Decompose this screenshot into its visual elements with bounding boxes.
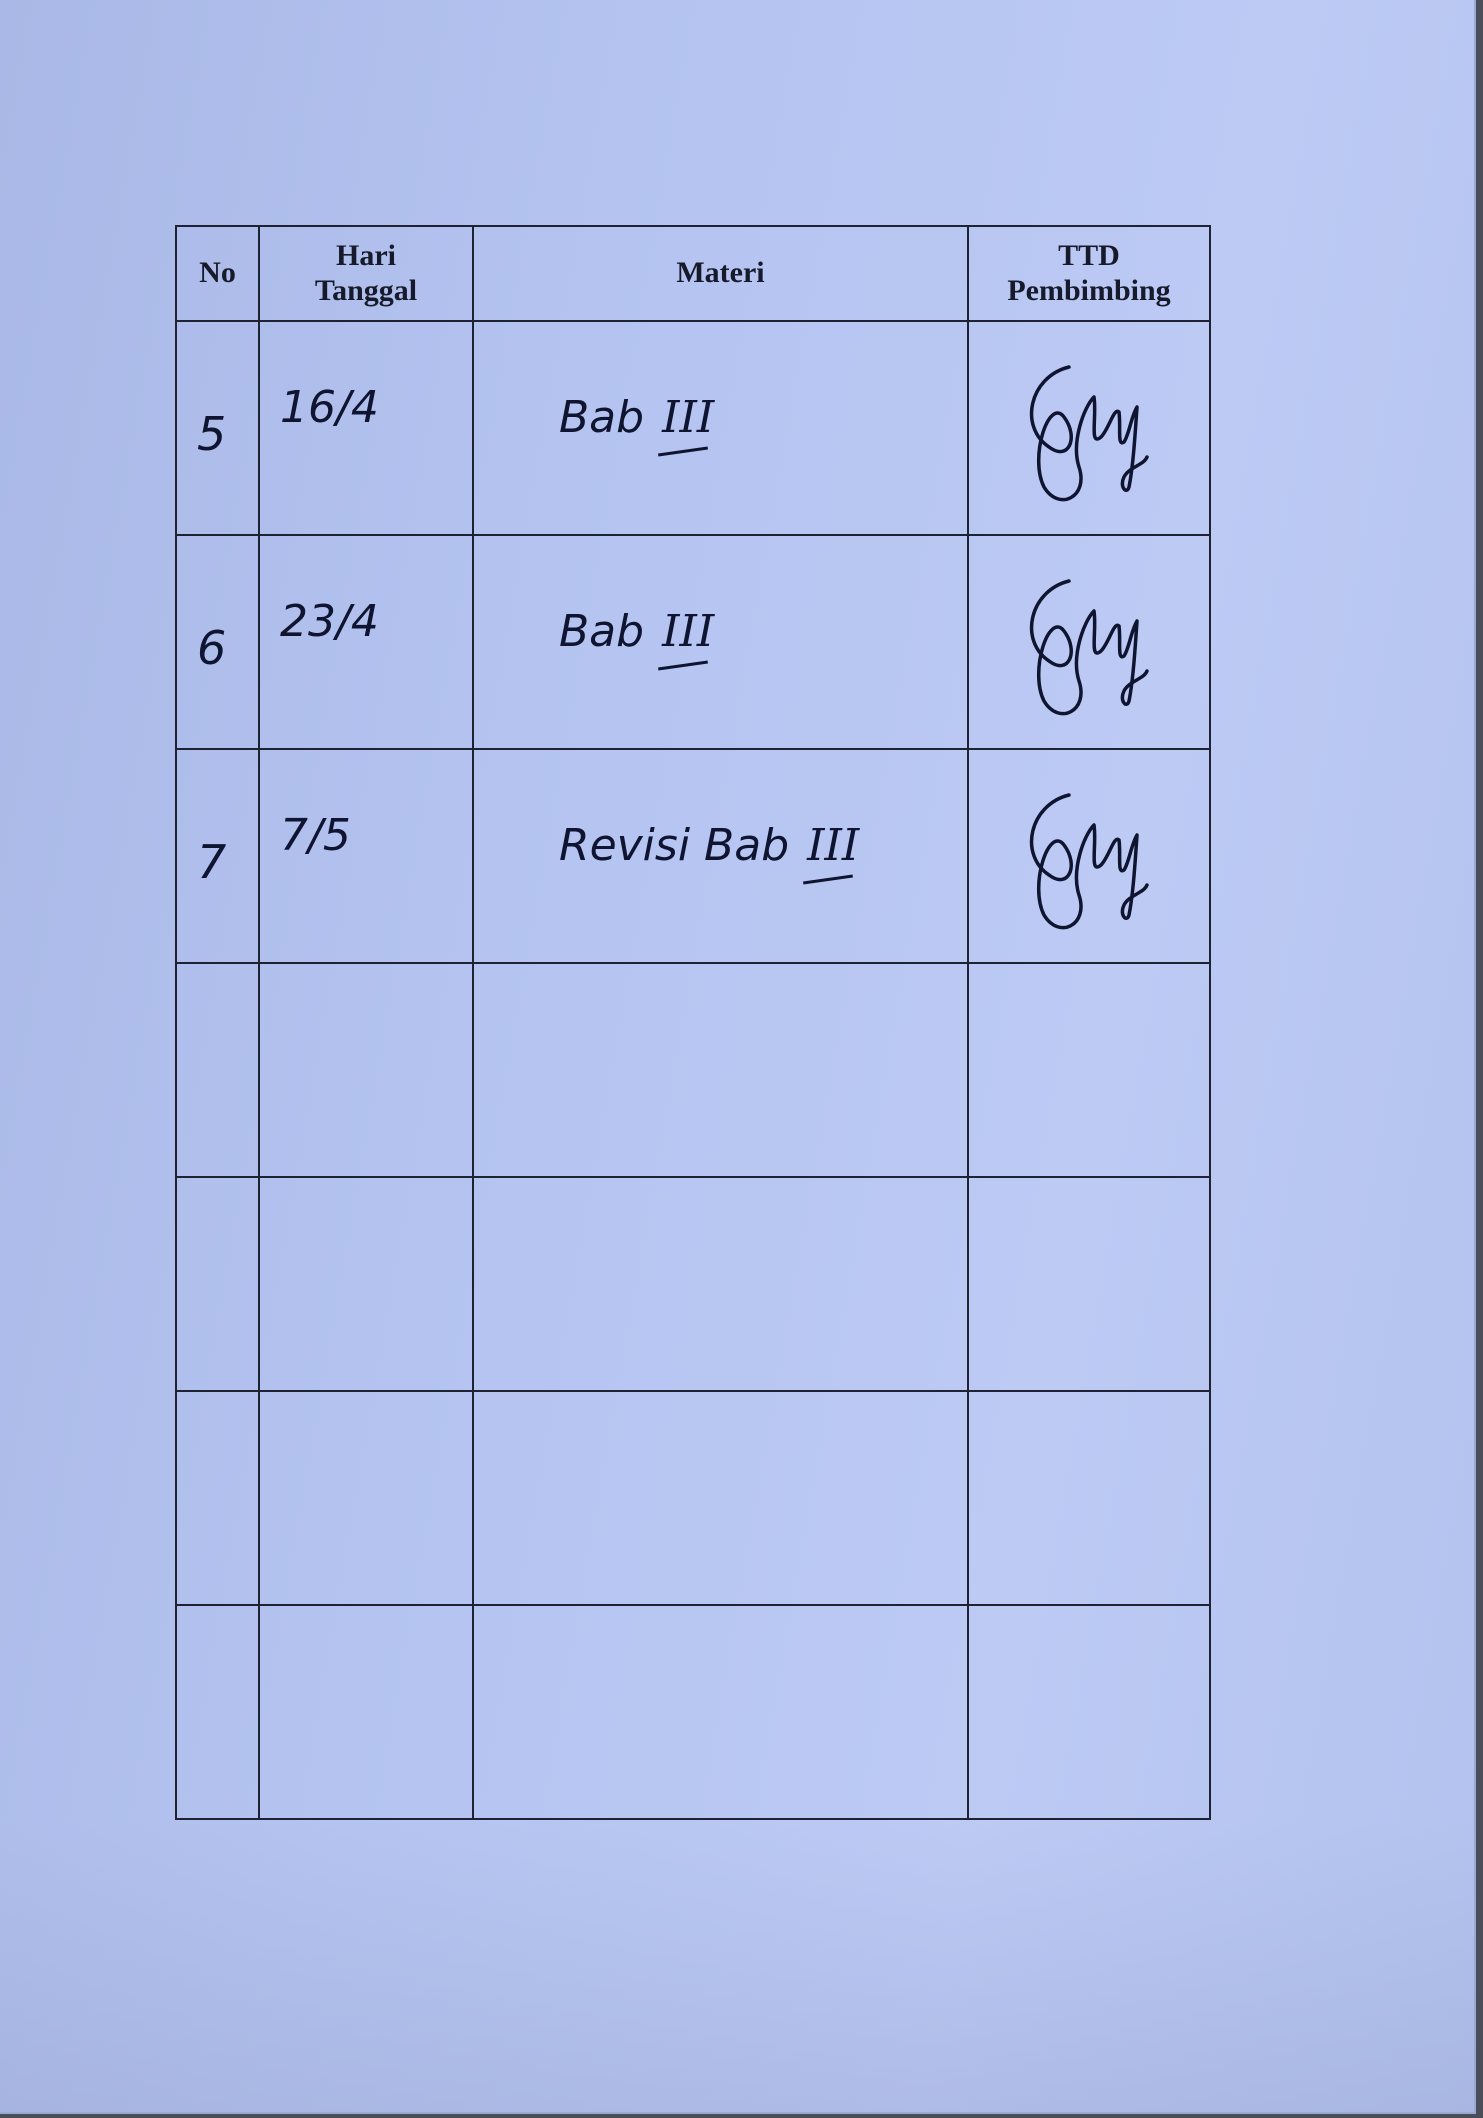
materi-text: Bab: [559, 392, 645, 443]
signature-icon: [1009, 337, 1159, 517]
header-no: No: [176, 226, 259, 321]
cell-hari-tanggal: [259, 1177, 473, 1391]
table-row: [176, 1177, 1210, 1391]
materi-text: Revisi Bab: [559, 820, 790, 871]
entry-materi: [559, 820, 859, 871]
entry-number: 7: [197, 835, 227, 889]
cell-materi: [473, 535, 968, 749]
cell-ttd-pembimbing: [968, 749, 1210, 963]
table-row: [176, 1391, 1210, 1605]
cell-no: [176, 1391, 259, 1605]
signature-icon: [1009, 551, 1159, 731]
cell-materi: [473, 963, 968, 1177]
cell-ttd-pembimbing: [968, 1391, 1210, 1605]
cell-hari-tanggal: [259, 1391, 473, 1605]
table-row: [176, 535, 1210, 749]
cell-hari-tanggal: [259, 749, 473, 963]
entry-number: 5: [197, 407, 227, 461]
cell-no: [176, 749, 259, 963]
cell-materi: [473, 321, 968, 535]
cell-ttd-pembimbing: [968, 1177, 1210, 1391]
table-row: [176, 1605, 1210, 1819]
cell-no: [176, 1177, 259, 1391]
entry-materi: [559, 606, 714, 657]
cell-materi: [473, 1605, 968, 1819]
table-header-row: [176, 226, 1210, 321]
cell-materi: [473, 749, 968, 963]
cell-hari-tanggal: [259, 535, 473, 749]
materi-text: Bab: [559, 606, 645, 657]
signature-icon: [1009, 765, 1159, 945]
cell-no: [176, 963, 259, 1177]
cell-no: [176, 1605, 259, 1819]
table-row: [176, 321, 1210, 535]
cell-ttd-pembimbing: [968, 1605, 1210, 1819]
entry-date: 7/5: [280, 810, 351, 861]
materi-chapter-numeral: III: [807, 820, 860, 871]
cell-ttd-pembimbing: [968, 535, 1210, 749]
entry-date: 23/4: [280, 596, 379, 647]
cell-hari-tanggal: [259, 1605, 473, 1819]
paper-shadow: [0, 1820, 1474, 2112]
entry-materi: [559, 392, 714, 443]
table-row: [176, 963, 1210, 1177]
cell-hari-tanggal: [259, 963, 473, 1177]
header-hari-tanggal: Hari Tanggal: [259, 226, 473, 321]
consultation-log-table: [175, 225, 1211, 1820]
entry-number: 6: [197, 621, 227, 675]
materi-chapter-numeral: III: [662, 606, 715, 657]
materi-chapter-numeral: III: [662, 392, 715, 443]
cell-materi: [473, 1177, 968, 1391]
header-materi: Materi: [473, 226, 968, 321]
cell-ttd-pembimbing: [968, 963, 1210, 1177]
cell-materi: [473, 1391, 968, 1605]
cell-no: [176, 535, 259, 749]
header-ttd-pembimbing: TTD Pembimbing: [968, 226, 1210, 321]
cell-no: [176, 321, 259, 535]
cell-ttd-pembimbing: [968, 321, 1210, 535]
table-row: [176, 749, 1210, 963]
entry-date: 16/4: [280, 382, 379, 433]
cell-hari-tanggal: [259, 321, 473, 535]
